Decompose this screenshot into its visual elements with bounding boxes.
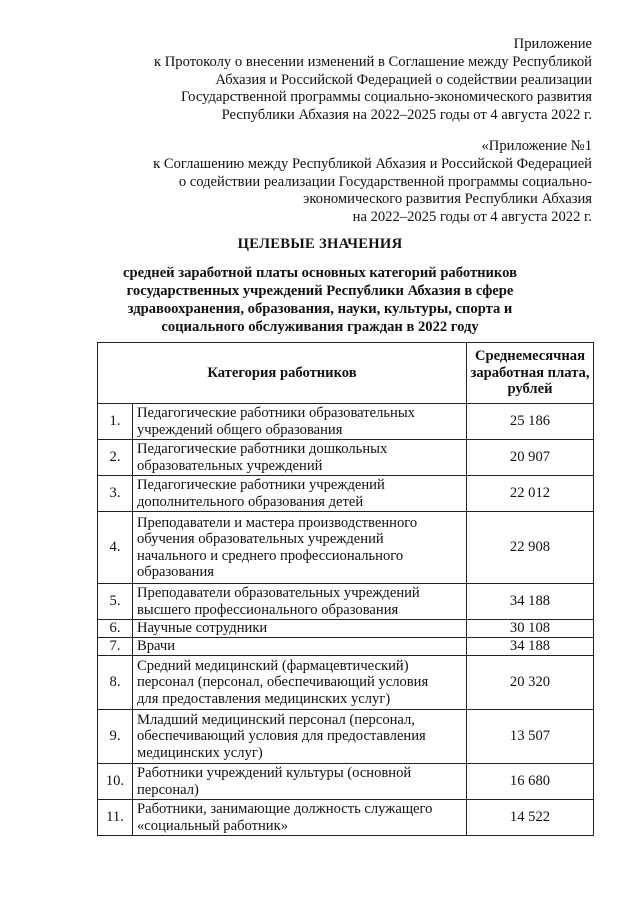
table-header-row — [98, 343, 594, 404]
category-line: Педагогические работники дошкольных — [137, 441, 388, 457]
category-line: Преподаватели образовательных учреждений — [137, 585, 420, 601]
category-line: медицинских услуг) — [137, 744, 263, 761]
subtitle-line: здравоохранения, образования, науки, культуры, спорта и — [127, 301, 513, 317]
row-number: 3. — [98, 476, 133, 512]
table-row — [98, 764, 594, 800]
category-line: образования — [137, 564, 214, 580]
header-line: «Приложение №1 — [481, 138, 592, 154]
category-line: Педагогические работники образовательных — [137, 405, 415, 421]
category-cell — [133, 800, 467, 836]
header-line: о содействии реализации Государственной программы социально- — [178, 173, 592, 190]
row-number: 7. — [98, 638, 133, 656]
salary-header-line: заработная плата, — [470, 364, 590, 381]
subtitle-line: социального обслуживания граждан в 2022 году — [161, 319, 479, 335]
row-number: 4. — [98, 512, 133, 584]
row-number: 6. — [98, 620, 133, 638]
category-cell — [133, 512, 467, 584]
category-cell — [133, 710, 467, 764]
category-line: для предоставления медицинских услуг) — [137, 690, 391, 707]
category-line: учреждений общего образования — [137, 421, 343, 438]
category-column-header: Категория работников — [98, 343, 467, 404]
header-line: Абхазия и Российской Федерацией о содействии реализации — [215, 71, 592, 88]
appendix-header — [112, 36, 592, 125]
row-number: 11. — [98, 800, 133, 836]
category-cell — [133, 404, 467, 440]
table-row — [98, 710, 594, 764]
table-row — [98, 620, 594, 638]
row-number: 5. — [98, 584, 133, 620]
category-line: персонал) — [137, 781, 199, 798]
table-row — [98, 638, 594, 656]
salary-value: 34 188 — [467, 584, 594, 620]
table-row — [98, 584, 594, 620]
header-line: к Протоколу о внесении изменений в Соглашение между Республикой — [154, 53, 592, 70]
salary-value: 20 907 — [467, 440, 594, 476]
table-row — [98, 656, 594, 710]
table-row — [98, 404, 594, 440]
row-number: 1. — [98, 404, 133, 440]
salary-value: 34 188 — [467, 638, 594, 656]
category-line: Преподаватели и мастера производственного — [137, 514, 418, 531]
salary-value: 20 320 — [467, 656, 594, 710]
category-cell — [133, 440, 467, 476]
category-cell — [133, 476, 467, 512]
row-number: 8. — [98, 656, 133, 710]
document-title: ЦЕЛЕВЫЕ ЗНАЧЕНИЯ — [237, 236, 403, 252]
category-line: образовательных учреждений — [137, 457, 323, 474]
salary-value: 14 522 — [467, 800, 594, 836]
salary-column-header — [467, 343, 594, 404]
table-row — [98, 800, 594, 836]
subtitle-line: государственных учреждений Республики Абхазия в сфере — [126, 283, 514, 299]
table-row — [98, 476, 594, 512]
salary-table — [97, 342, 594, 836]
category-line: «социальный работник» — [137, 817, 288, 834]
category-cell — [133, 764, 467, 800]
salary-value: 13 507 — [467, 710, 594, 764]
header-line: Республики Абхазия на 2022–2025 годы от 4 августа 2022 г. — [221, 107, 592, 124]
header-line: Государственной программы социально-экономического развития — [181, 89, 592, 106]
category-line: Младший медицинский персонал (персонал, — [137, 711, 415, 728]
document-subtitle — [0, 264, 640, 336]
salary-header-line: Среднемесячная — [474, 348, 585, 365]
subtitle-line: средней заработной платы основных категорий работников — [123, 265, 517, 281]
category-cell — [133, 620, 467, 638]
category-line: Научные сотрудники — [137, 620, 268, 637]
category-line: обучения образовательных учреждений — [137, 531, 384, 547]
category-line: Работники, занимающие должность служащего — [137, 801, 433, 817]
category-line: обеспечивающий условия для предоставления — [137, 728, 426, 745]
table-row — [98, 512, 594, 584]
category-line: высшего профессионального образования — [137, 601, 399, 618]
salary-value: 25 186 — [467, 404, 594, 440]
category-cell — [133, 584, 467, 620]
quoted-appendix-header — [112, 138, 592, 227]
category-cell — [133, 656, 467, 710]
header-line: экономического развития Республики Абхазия — [303, 191, 592, 208]
category-line: Врачи — [137, 638, 176, 655]
salary-value: 16 680 — [467, 764, 594, 800]
category-line: персонал (персонал, обеспечивающий условия — [137, 674, 429, 691]
category-line: дополнительного образования детей — [137, 493, 364, 510]
category-line: Работники учреждений культуры (основной — [137, 765, 412, 781]
category-cell — [133, 638, 467, 656]
category-line: Педагогические работники учреждений — [137, 477, 385, 493]
category-line: Средний медицинский (фармацевтический) — [137, 657, 409, 674]
header-line: на 2022–2025 годы от 4 августа 2022 г. — [352, 209, 592, 226]
row-number: 9. — [98, 710, 133, 764]
header-line: Приложение — [513, 36, 592, 52]
salary-value: 22 908 — [467, 512, 594, 584]
category-line: начального и среднего профессионального — [137, 547, 404, 564]
row-number: 10. — [98, 764, 133, 800]
table-row — [98, 440, 594, 476]
header-line: к Соглашению между Республикой Абхазия и Российской Федерацией — [153, 155, 592, 172]
salary-header-line: рублей — [507, 381, 553, 398]
row-number: 2. — [98, 440, 133, 476]
salary-value: 22 012 — [467, 476, 594, 512]
salary-value: 30 108 — [467, 620, 594, 638]
